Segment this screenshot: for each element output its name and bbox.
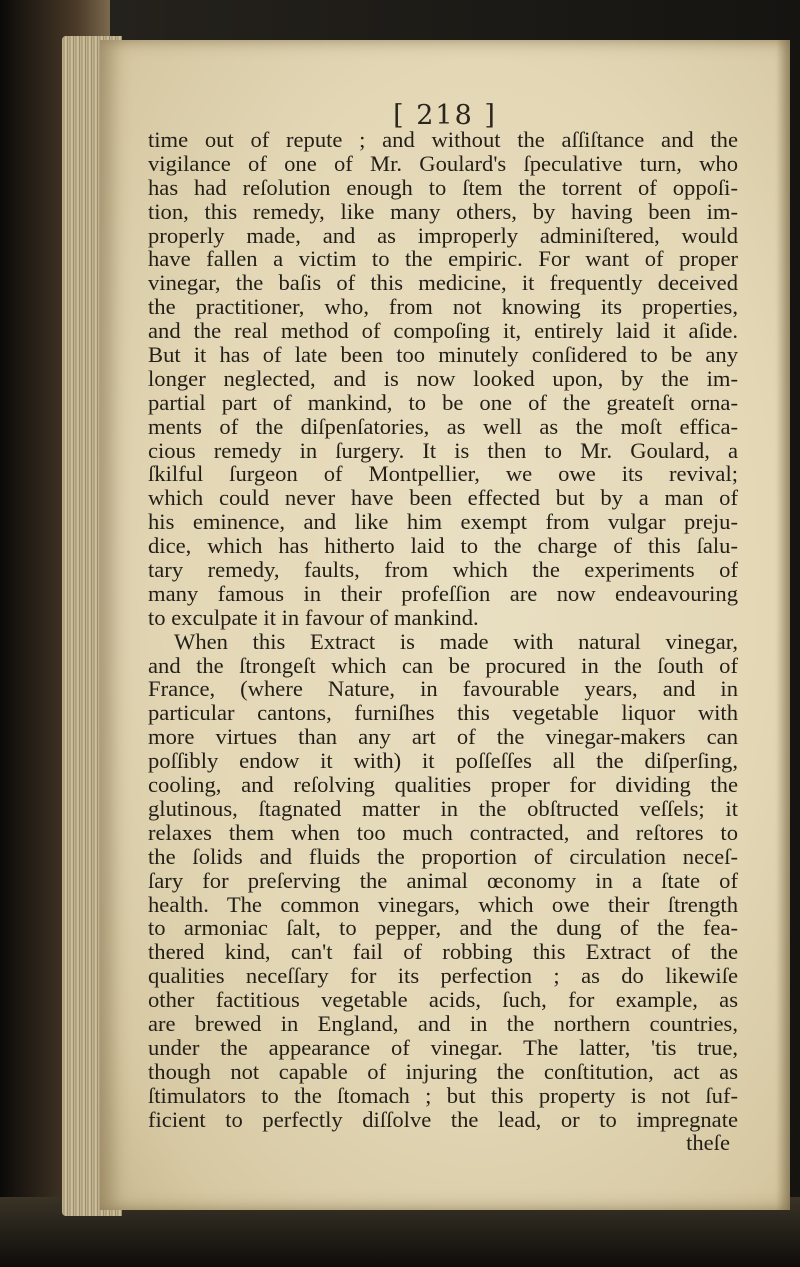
text-line: though not capable of injuring the conſtitution, act as [148, 1058, 738, 1084]
text-line: When this Extract is made with natural vinegar, [174, 628, 738, 654]
text-line: ſkilful ſurgeon of Montpellier, we owe its revival; [148, 461, 738, 487]
text-line: ſary for preſerving the animal œconomy in a ſtate of [148, 867, 738, 893]
text-line: dice, which has hitherto laid to the charge of this ſalu- [148, 533, 738, 559]
text-line: cooling, and reſolving qualities proper for dividing the [148, 772, 738, 798]
text-line: But it has of late been too minutely conſidered to be any [148, 342, 738, 368]
text-line: the practitioner, who, from not knowing its properties, [148, 294, 738, 320]
text-line: many famous in their profeſſion are now endeavouring [148, 580, 738, 606]
text-line: tion, this remedy, like many others, by having been im- [148, 198, 738, 224]
text-line: properly made, and as improperly adminiſtered, would [148, 222, 738, 248]
text-line: are brewed in England, and in the northern countries, [148, 1010, 738, 1036]
text-line: health. The common vinegars, which owe their ſtrength [148, 891, 738, 917]
text-line: glutinous, ſtagnated matter in the obſtructed veſſels; it [148, 795, 738, 821]
page-number-header: [ 218 ] [393, 100, 497, 131]
text-line: tary remedy, faults, from which the experiments of [148, 557, 738, 583]
page-shadow [776, 40, 790, 1210]
text-line: particular cantons, furniſhes this vegetable liquor with [148, 700, 738, 726]
text-line: ficient to perfectly diſſolve the lead, or to impregnate [148, 1106, 738, 1132]
text-line: vigilance of one of Mr. Goulard's ſpeculative turn, who [148, 150, 738, 176]
text-line: partial part of mankind, to be one of the greateſt orna- [148, 389, 738, 415]
text-line: ments of the diſpenſatories, as well as the moſt effica- [148, 413, 738, 439]
text-line: qualities neceſſary for its perfection ; as do likewiſe [148, 963, 738, 989]
text-line: longer neglected, and is now looked upon, by the im- [148, 365, 738, 391]
text-line: has had reſolution enough to ſtem the torrent of oppoſi- [148, 174, 738, 200]
body-text [148, 128, 738, 1155]
text-line: relaxes them when too much contracted, and reſtores to [148, 819, 738, 845]
text-line: poſſibly endow it with) it poſſeſſes all the diſperſing, [148, 748, 738, 774]
text-line: which could never have been effected but by a man of [148, 485, 738, 511]
catchword: theſe [686, 1130, 730, 1156]
text-line: thered kind, can't fail of robbing this Extract of the [148, 939, 738, 965]
text-line: France, (where Nature, in favourable years, and in [148, 676, 738, 702]
text-line: have fallen a victim to the empiric. For want of proper [148, 246, 738, 272]
text-line: more virtues than any art of the vinegar-makers can [148, 724, 738, 750]
text-line: to exculpate it in favour of mankind. [148, 604, 479, 630]
text-line: the ſolids and fluids the proportion of circulation neceſ- [148, 843, 738, 869]
text-line: and the ſtrongeſt which can be procured in the ſouth of [148, 652, 738, 678]
text-line: other factitious vegetable acids, ſuch, for example, as [148, 987, 738, 1013]
text-line: to armoniac ſalt, to pepper, and the dung of the fea- [148, 915, 738, 941]
text-line: his eminence, and like him exempt from vulgar preju- [148, 509, 738, 535]
text-line: time out of repute ; and without the aſſiſtance and the [148, 127, 738, 152]
text-line: vinegar, the baſis of this medicine, it frequently deceived [148, 270, 738, 296]
text-line: cious remedy in ſurgery. It is then to Mr. Goulard, a [148, 437, 738, 463]
text-line: and the real method of compoſing it, entirely laid it aſide. [148, 318, 738, 344]
text-line: under the appearance of vinegar. The latter, 'tis true, [148, 1034, 738, 1060]
text-line: ſtimulators to the ſtomach ; but this property is not ſuf- [148, 1082, 738, 1108]
